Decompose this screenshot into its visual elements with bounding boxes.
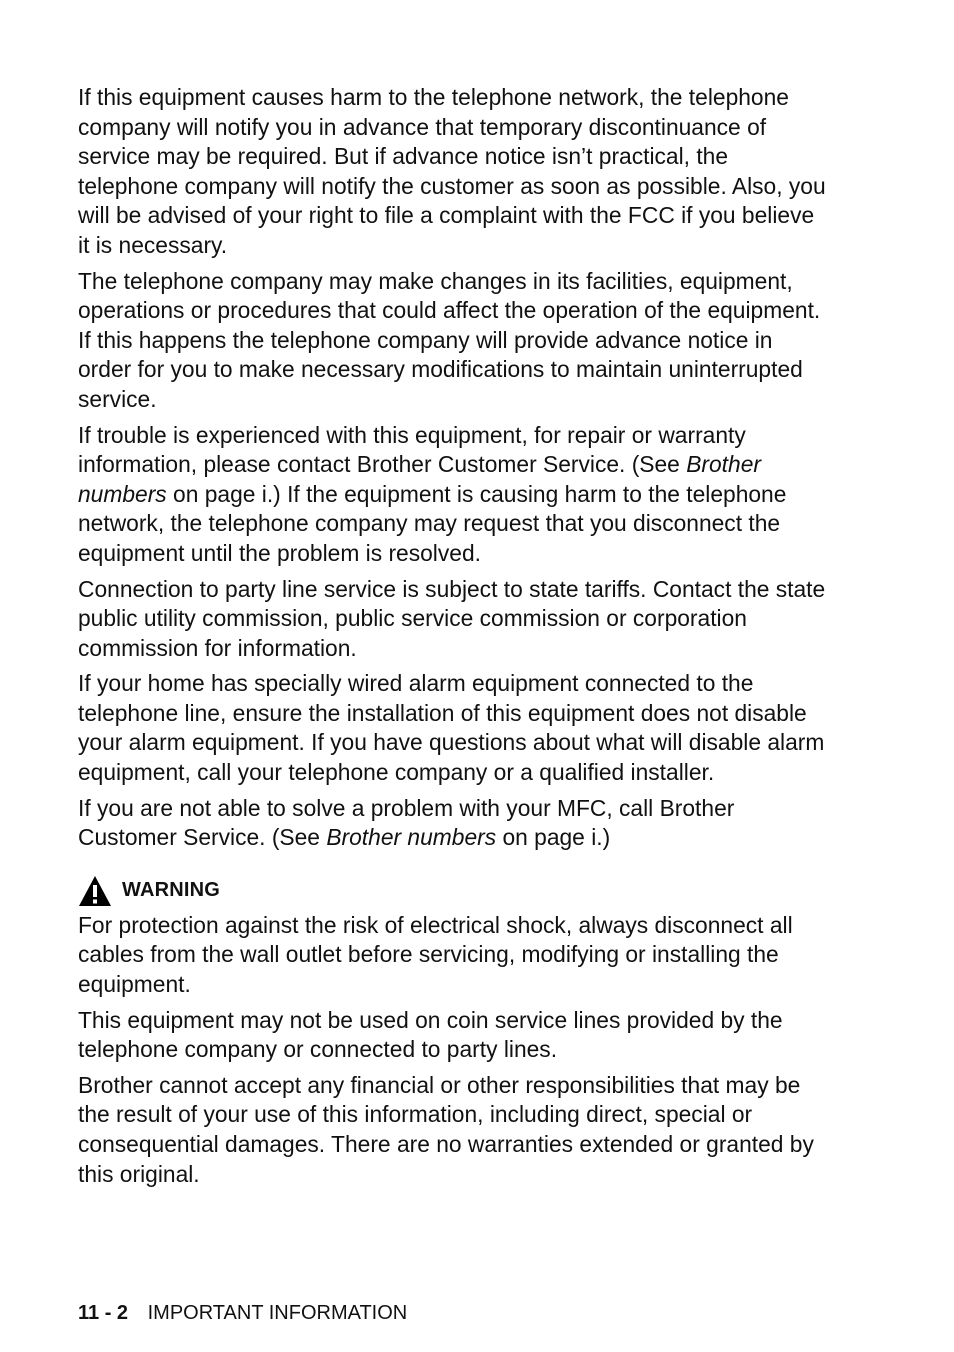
paragraph-text: Brother cannot accept any financial or other responsibilities that may be the result of your use of this information, including direct, special or consequential damages. There are no warranties extended or granted by this original. (78, 1071, 814, 1187)
paragraph (78, 1006, 826, 1065)
paragraph (78, 575, 826, 664)
paragraph (78, 267, 826, 415)
page-number: 11 - 2 (78, 1302, 129, 1324)
paragraph (78, 421, 826, 569)
paragraph-text: on page i.) If the equipment is causing harm to the telephone network, the telephone company may request that you disconnect the equipment until the problem is resolved. (78, 480, 787, 566)
paragraph-text: This equipment may not be used on coin service lines provided by the telephone company or connected to party lines. (78, 1006, 783, 1063)
paragraph-text: If this equipment causes harm to the telephone network, the telephone company will notify you in advance that temporary discontinuance of service may be required. But if advance notice isn’t practical, the telephone company will notify the customer as soon as possible. Also, you will be advised of your right to file a complaint with the FCC if you believe it is necessary. (78, 84, 826, 258)
paragraph-text: Connection to party line service is subject to state tariffs. Contact the state public utility commission, public service commission or corporation commission for information. (78, 575, 826, 661)
paragraphs-after-warning (78, 911, 826, 1189)
warning-label: WARNING (122, 879, 221, 902)
paragraph-text: The telephone company may make changes in its facilities, equipment, operations or procedures that could affect the operation of the equipment. If this happens the telephone company will provide advance notice in order for you to make necessary modifications to maintain uninterrupted service. (78, 267, 821, 412)
paragraph (78, 83, 826, 261)
warning-heading (78, 875, 826, 907)
paragraph-text: For protection against the risk of electrical shock, always disconnect all cables from the wall outlet before servicing, modifying or installing the equipment. (78, 911, 793, 998)
reference-text: Brother numbers (78, 451, 761, 507)
paragraph-text: on page i.) (496, 824, 611, 851)
page-body (78, 83, 826, 1195)
section-title: IMPORTANT INFORMATION (147, 1302, 408, 1324)
reference-text: Brother numbers (326, 824, 497, 851)
paragraph-text: If trouble is experienced with this equipment, for repair or warranty information, please contact Brother Customer Service. (See (78, 421, 746, 478)
paragraph (78, 669, 826, 787)
page-footer (78, 1300, 407, 1326)
paragraph (78, 911, 826, 1000)
paragraph (78, 1071, 826, 1189)
paragraphs-before-warning (78, 83, 826, 853)
paragraph-text: If you are not able to solve a problem with your MFC, call Brother Customer Service. (See (78, 794, 735, 851)
paragraph (78, 794, 826, 853)
paragraph-text: If your home has specially wired alarm equipment connected to the telephone line, ensure the installation of this equipment does not disable your alarm equipment. If you have questions about what will disable alarm equipment, call your telephone company or a qualified installer. (78, 670, 825, 786)
warning-triangle-icon (78, 875, 112, 907)
